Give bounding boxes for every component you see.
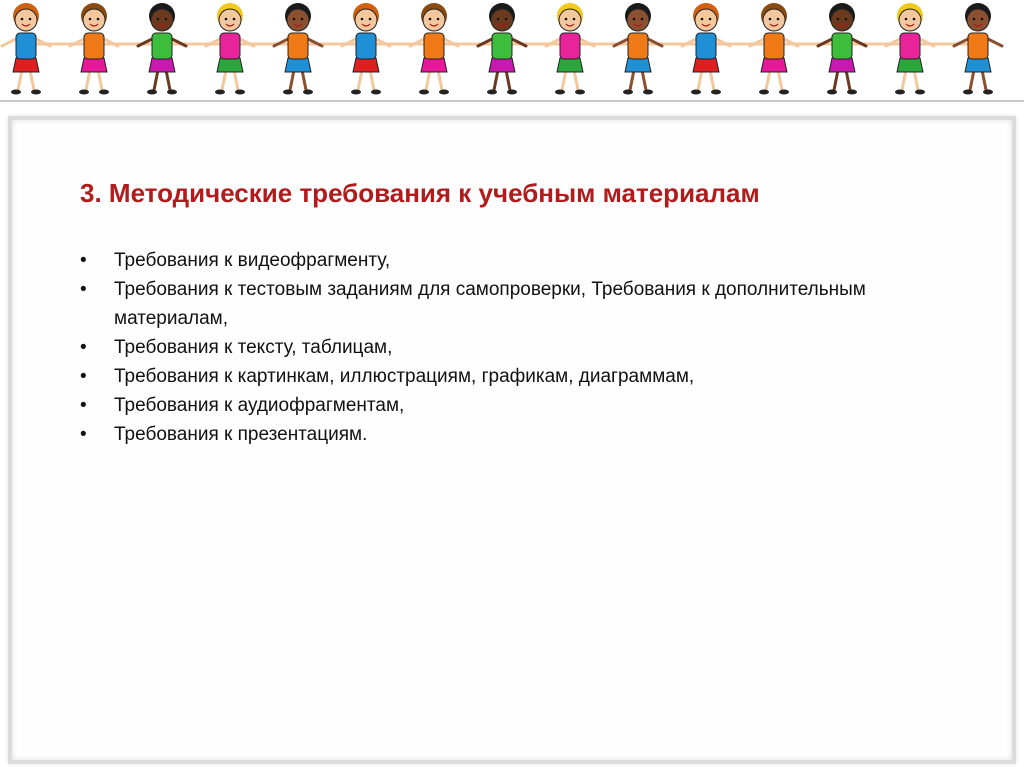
child-icon bbox=[2, 3, 50, 95]
child-icon bbox=[682, 3, 730, 95]
bullet-item: • Требования к картинкам, иллюстрациям, графикам, диаграммам, bbox=[80, 362, 940, 391]
child-icon bbox=[206, 3, 254, 95]
child-icon bbox=[70, 3, 118, 95]
child-icon bbox=[274, 3, 322, 95]
child-icon bbox=[410, 3, 458, 95]
child-icon bbox=[478, 3, 526, 95]
bullet-item: • Требования к аудиофрагментам, bbox=[80, 391, 940, 420]
bullet-item: • Требования к тестовым заданиям для самопроверки, Требования к дополнительным материалам, bbox=[80, 275, 940, 333]
slide-frame bbox=[8, 116, 1016, 764]
child-icon bbox=[954, 3, 1002, 95]
children-banner bbox=[0, 0, 1024, 104]
bullet-list bbox=[80, 246, 940, 449]
child-icon bbox=[342, 3, 390, 95]
child-icon bbox=[614, 3, 662, 95]
bullet-item: • Требования к презентациям. bbox=[80, 420, 940, 449]
child-icon bbox=[750, 3, 798, 95]
child-icon bbox=[546, 3, 594, 95]
bullet-item: • Требования к тексту, таблицам, bbox=[80, 333, 940, 362]
bullet-item: • Требования к видеофрагменту, bbox=[80, 246, 940, 275]
child-icon bbox=[886, 3, 934, 95]
slide-title: 3. Методические требования к учебным материалам bbox=[80, 178, 760, 208]
children-holding-hands-illustration bbox=[0, 0, 1024, 104]
child-icon bbox=[138, 3, 186, 95]
child-icon bbox=[818, 3, 866, 95]
